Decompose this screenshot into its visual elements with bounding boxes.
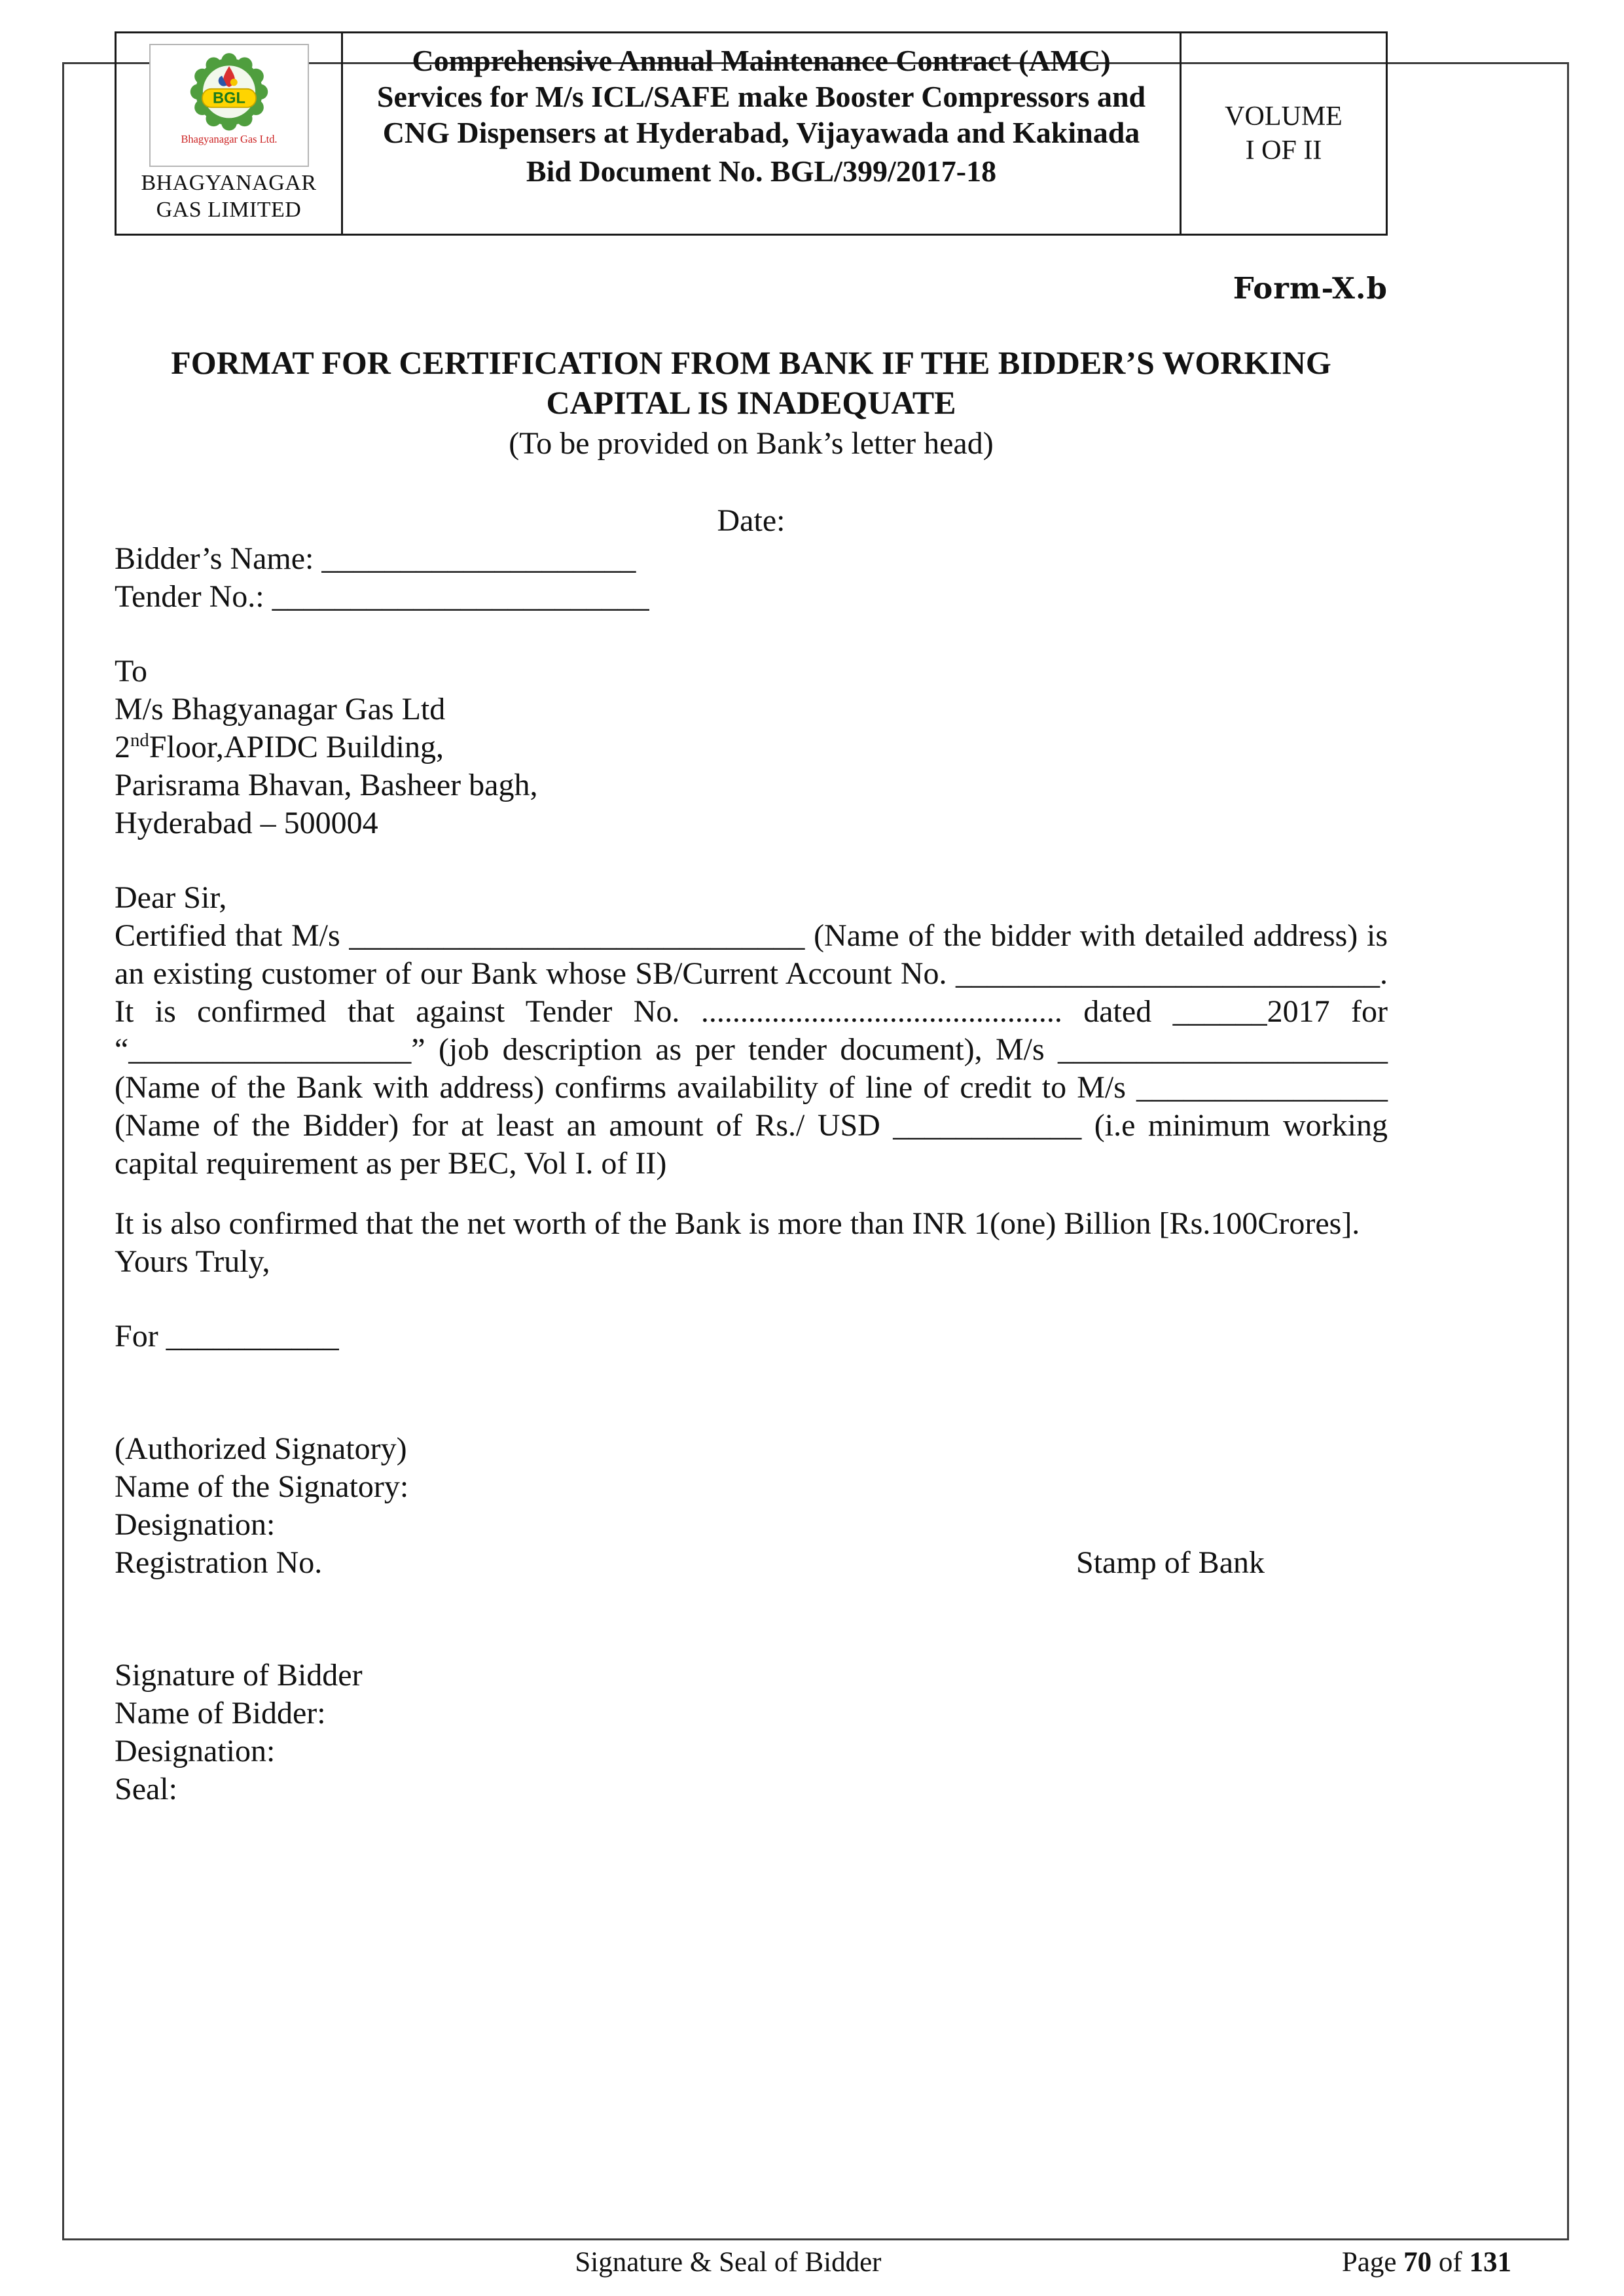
stamp-of-bank-label: Stamp of Bank xyxy=(1076,1545,1265,1580)
networth-paragraph: It is also confirmed that the net worth of the Bank is more than INR 1(one) Billion [Rs.100Crores]. xyxy=(115,1206,1360,1241)
volume-line2: I OF II xyxy=(1245,135,1322,166)
recipient-block xyxy=(115,653,1388,842)
bidder-signature-label: Signature of Bidder xyxy=(115,1658,363,1693)
form-heading xyxy=(115,343,1388,423)
logo-cell xyxy=(117,33,343,234)
recipient-line4: Hyderabad – 500004 xyxy=(115,806,378,840)
footer-signature-seal: Signature & Seal of Bidder xyxy=(575,2247,882,2278)
signatory-name-label: Name of the Signatory: xyxy=(115,1469,409,1504)
volume-cell xyxy=(1182,33,1386,234)
recipient-line3: Parisrama Bhavan, Basheer bagh, xyxy=(115,768,538,802)
tender-no-field: Tender No.: ________________________ xyxy=(115,579,649,614)
page-number: Page 70 of 131 xyxy=(1341,2247,1511,2278)
document-page xyxy=(115,31,1388,1808)
registration-label: Registration No. xyxy=(115,1545,323,1580)
recipient-line1: M/s Bhagyanagar Gas Ltd xyxy=(115,692,446,726)
document-title: Comprehensive Annual Maintenance Contract (AMC) Services for M/s ICL/SAFE make Booster Compressors and CNG Dispensers at Hyderabad, Vijayawada and Kakinada xyxy=(376,44,1146,149)
date-field: Date: xyxy=(717,503,785,538)
bidder-designation-label: Designation: xyxy=(115,1734,276,1768)
logo-acronym: BGL xyxy=(212,90,245,107)
salutation: Dear Sir, xyxy=(115,880,227,915)
closing-line: Yours Truly, xyxy=(115,1244,270,1279)
ordinal-superscript: nd xyxy=(130,730,149,751)
bidder-name-label: Name of Bidder: xyxy=(115,1696,326,1731)
form-number-label: Form-X.b xyxy=(1233,271,1388,306)
header-title-cell xyxy=(343,33,1182,234)
form-subheading: (To be provided on Bank’s letter head) xyxy=(509,426,994,461)
bgl-gear-logo-icon xyxy=(154,47,304,154)
signatory-designation-label: Designation: xyxy=(115,1507,276,1542)
document-header xyxy=(115,31,1388,236)
for-line: For ___________ xyxy=(115,1319,339,1354)
recipient-to: To xyxy=(115,654,147,689)
registration-row xyxy=(115,1544,1388,1582)
certification-paragraph: Certified that M/s _____________________________ (Name of the bidder with detailed address) is an existing customer of our Bank whose SB/Current Account No. ___________________________. It is confirmed that against Tender No. .............................................. dated ______2017 for “__________________” (job description as per tender document), M/s _____________________ (Name of the Bank with address) confirms availability of line of credit to M/s ________________ (Name of the Bidder) for at least an amount of Rs./ USD ____________ (i.e minimum working capital requirement as per BEC, Vol I. of II) xyxy=(115,918,1388,1181)
signatory-block xyxy=(115,1430,1388,1582)
authorized-signatory-label: (Authorized Signatory) xyxy=(115,1431,407,1466)
org-name-line2: GAS LIMITED xyxy=(156,198,302,222)
form-heading-line1: FORMAT FOR CERTIFICATION FROM BANK IF THE BIDDER’S WORKING xyxy=(171,344,1331,381)
bidder-name-field: Bidder’s Name: ____________________ xyxy=(115,541,636,576)
bidder-signature-block xyxy=(115,1657,1388,1808)
volume-line1: VOLUME xyxy=(1225,101,1343,132)
page-footer xyxy=(115,2246,1511,2279)
logo-brand-text: Bhagyanagar Gas Ltd. xyxy=(180,132,278,145)
bidder-seal-label: Seal: xyxy=(115,1772,177,1806)
bid-document-number: Bid Document No. BGL/399/2017-18 xyxy=(526,154,997,188)
org-name-line1: BHAGYANAGAR xyxy=(141,171,317,195)
form-heading-line2: CAPITAL IS INADEQUATE xyxy=(546,384,956,421)
recipient-line2: 2ndFloor,APIDC Building, xyxy=(115,730,444,764)
org-name xyxy=(141,170,316,223)
company-logo xyxy=(149,44,309,167)
